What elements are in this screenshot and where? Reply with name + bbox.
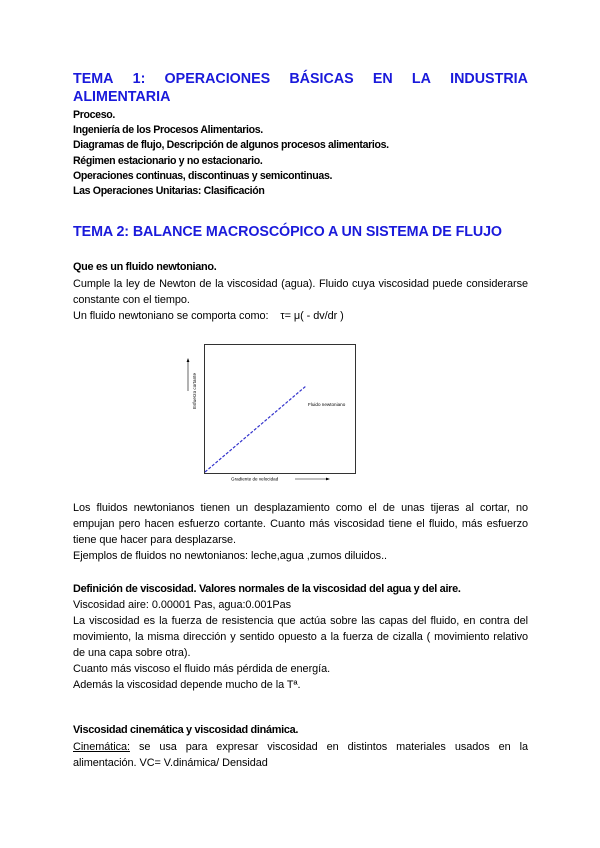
tema1-title-word: 1: (132, 71, 146, 87)
document-page (73, 70, 528, 771)
list-item: Proceso. (73, 109, 115, 121)
list-item: Diagramas de flujo, Descripción de algunos procesos alimentarios. (73, 139, 389, 152)
x-axis-arrowhead (326, 477, 330, 480)
tema1-title-word: EN (372, 71, 393, 87)
x-axis-label: Gradiente de velocidad (231, 476, 279, 482)
paragraph-cinematica (73, 739, 528, 771)
tema1-title-word: OPERACIONES (164, 71, 271, 87)
tema1-title-word: LA (411, 71, 431, 87)
paragraph-values: Viscosidad aire: 0.00001 Pas, agua:0.001Pas (73, 599, 292, 612)
paragraph: Cumple la ley de Newton de la viscosidad (agua). Fluido cuya viscosidad puede considerarse constante con el tiempo. (73, 277, 528, 306)
tema1-title-word: TEMA (73, 71, 114, 87)
tema1-title-line2: ALIMENTARIA (73, 89, 171, 105)
list-item: Operaciones continuas, discontinuas y semicontinuas. (73, 169, 333, 182)
paragraph: Cuanto más viscoso el fluido más pérdida de energía. (73, 663, 331, 676)
x-axis-svg (229, 474, 429, 494)
tema2-title: TEMA 2: BALANCE MACROSCÓPICO A UN SISTEMA DE FLUJO (73, 224, 502, 241)
y-axis-label: Esfuerzo cortante (192, 372, 197, 409)
tema1-topic-list (73, 108, 528, 199)
paragraph-examples: Ejemplos de fluidos no newtonianos: leche,agua ,zumos diluidos.. (73, 549, 388, 562)
series-label: Fluido newtoniano (308, 401, 346, 407)
list-item: Ingeniería de los Procesos Alimentarios. (73, 124, 263, 137)
section-heading-viscosidad: Definición de viscosidad. Valores normales de la viscosidad del agua y del aire. (73, 582, 461, 595)
list-item: Las Operaciones Unitarias: Clasificación (73, 185, 265, 198)
tema1-title (73, 70, 528, 106)
paragraph-formula: Un fluido newtoniano se comporta como: τ= μ( - dv/dr ) (73, 309, 344, 322)
paragraph: La viscosidad es la fuerza de resistencia que actúa sobre las capas del fluido, en contra del movimiento, la misma dirección y sentido opuesto a la fuerza de cizalla ( movimiento relativo de una capa sobre otra). (73, 615, 528, 660)
list-item: Régimen estacionario y no estacionario. (73, 154, 263, 167)
y-axis-arrowhead (187, 358, 190, 362)
tema1-title-word: INDUSTRIA (450, 71, 528, 87)
tema1-title-word: BÁSICAS (289, 71, 354, 87)
paragraph: Además la viscosidad depende mucho de la Tª. (73, 679, 301, 692)
newtonian-fluid-chart (192, 344, 356, 482)
section-heading-newtoniano: Que es un fluido newtoniano. (73, 261, 217, 274)
tema1-title-line1 (73, 70, 528, 88)
section-heading-cinematica: Viscosidad cinemática y viscosidad dinámica. (73, 724, 299, 737)
cinematica-text: se usa para expresar viscosidad en distintos materiales usados en la alimentación. VC= V.dinámica/ Densidad (73, 740, 528, 769)
term-cinematica: Cinemática: (73, 740, 130, 753)
paragraph: Los fluidos newtonianos tienen un desplazamiento como el de unas tijeras al cortar, no empujan pero hacen esfuerzo cortante. Cuanto más viscosidad tiene el fluido, más esfuerzo tiene que hacer para desplazarse. (73, 501, 528, 546)
